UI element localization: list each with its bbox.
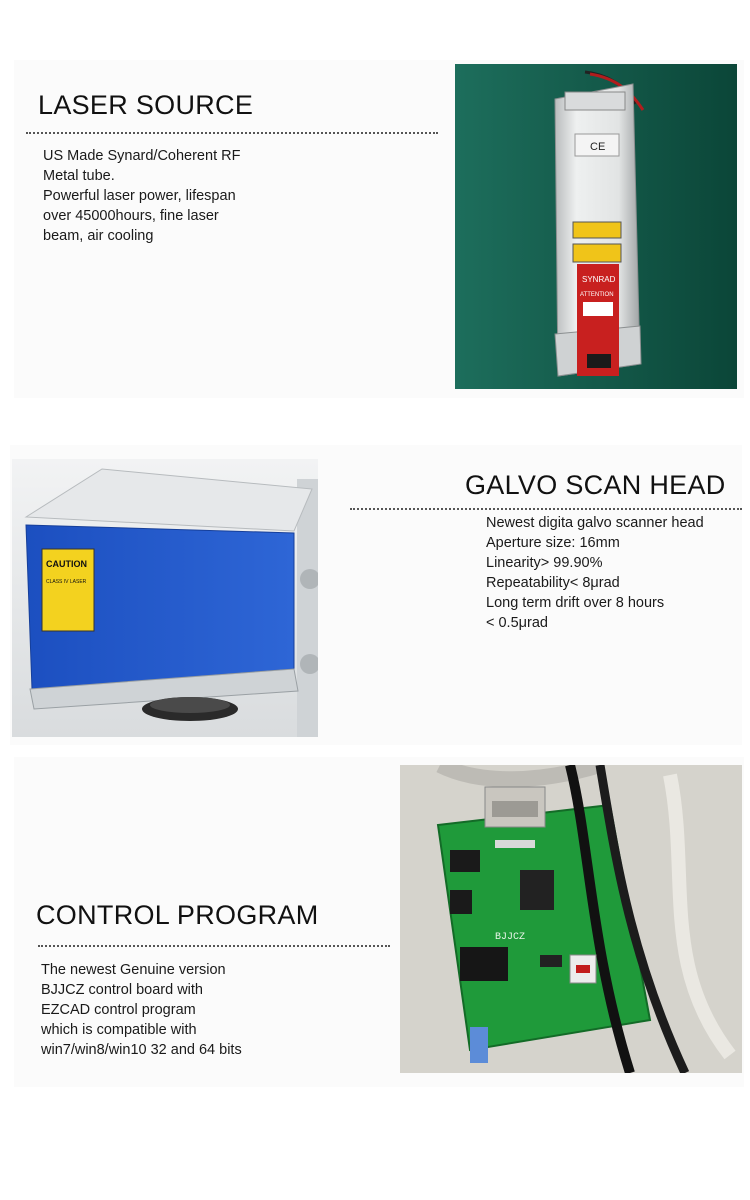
laser-source-line: Metal tube. [43,168,115,184]
control-program-line: which is compatible with [41,1022,197,1038]
laser-tube-photo [455,64,737,389]
control-program-divider [38,945,390,947]
laser-source-description [43,146,240,246]
control-board-photo [400,765,742,1073]
laser-source-line: over 45000hours, fine laser [43,208,219,224]
galvo-line: < 0.5μrad [486,615,548,631]
caution-label: CAUTION [46,559,87,569]
galvo-scan-head-divider [350,508,742,510]
control-program-line: The newest Genuine version [41,962,226,978]
galvo-head-photo [12,459,318,737]
laser-source-line: US Made Synard/Coherent RF [43,148,241,164]
galvo-line: Linearity> 99.90% [486,555,603,571]
galvo-scan-head-description [486,513,704,633]
control-program-description [41,960,242,1060]
galvo-line: Aperture size: 16mm [486,535,620,551]
class-iv-label: CLASS IV LASER [46,579,87,585]
control-program-line: EZCAD control program [41,1002,196,1018]
laser-source-line: Powerful laser power, lifespan [43,188,236,204]
attention-label: ATTENTION [580,292,614,298]
galvo-line: Newest digita galvo scanner head [486,515,704,531]
galvo-line: Long term drift over 8 hours [486,595,665,611]
control-program-title: CONTROL PROGRAM [36,900,319,930]
bjjcz-board-label: BJJCZ [495,932,526,943]
ce-label: CE [590,141,606,153]
control-program-line: BJJCZ control board with [41,982,203,998]
laser-source-line: beam, air cooling [43,228,154,244]
laser-source-divider [26,132,438,134]
galvo-line: Repeatability< 8μrad [486,575,620,591]
control-program-line: win7/win8/win10 32 and 64 bits [41,1042,242,1058]
synrad-label: SYNRAD [582,275,616,284]
galvo-scan-head-title: GALVO SCAN HEAD [465,470,726,500]
laser-source-title: LASER SOURCE [38,90,254,120]
